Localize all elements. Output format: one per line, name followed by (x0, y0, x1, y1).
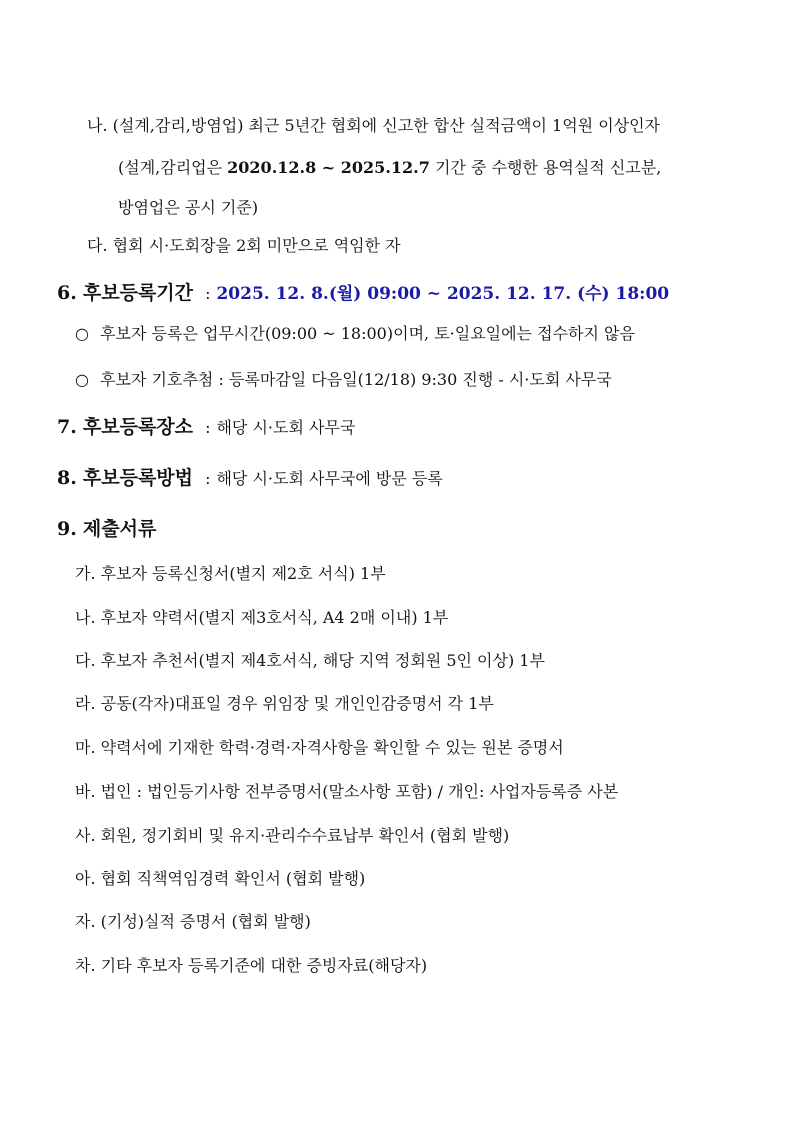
document-item-text: 다. 후보자 추천서(별지 제4호서식, 해당 지역 정회원 5인 이상) 1부 (75, 651, 545, 670)
section-title: 후보등록장소 (82, 416, 194, 438)
note-text: 후보자 등록은 업무시간(09:00 ~ 18:00)이며, 토·일요일에는 접수하지 않음 (100, 324, 635, 343)
period-start-date: 2020.12.8 (227, 158, 317, 177)
criteria-item-na-line3 (118, 197, 258, 219)
section-6-note-2 (75, 369, 612, 391)
circle-bullet-icon: ○ (75, 370, 89, 389)
criteria-text: 다. 협회 시·도회장을 2회 미만으로 역임한 자 (87, 236, 401, 255)
section-colon: : (205, 469, 211, 488)
document-item-text: 나. 후보자 약력서(별지 제3호서식, A4 2매 이내) 1부 (75, 608, 449, 627)
period-end-date: 2025.12.7 (340, 158, 430, 177)
registration-method-value: 해당 시·도회 사무국에 방문 등록 (216, 469, 443, 488)
document-list-item (75, 911, 311, 933)
section-title: 제출서류 (82, 518, 157, 540)
criteria-text: (설계,감리업은 (118, 158, 228, 177)
criteria-text: 나. (설계,감리,방염업) 최근 5년간 협회에 신고한 합산 실적금액이 1억원 이상인자 (87, 116, 661, 135)
section-6-heading (57, 280, 669, 307)
document-list-item (75, 868, 365, 890)
document-list-item (75, 693, 494, 715)
criteria-item-na-line1 (87, 115, 660, 137)
document-item-text: 마. 약력서에 기재한 학력·경력·자격사항을 확인할 수 있는 원본 증명서 (75, 738, 564, 757)
document-list-item (75, 563, 386, 585)
criteria-text: 방염업은 공시 기준) (118, 198, 259, 217)
document-list-item (75, 781, 618, 803)
section-title: 후보등록기간 (82, 282, 194, 304)
document-item-text: 라. 공동(각자)대표일 경우 위임장 및 개인인감증명서 각 1부 (75, 694, 494, 713)
criteria-text: 기간 중 수행한 용역실적 신고분, (429, 158, 662, 177)
circle-bullet-icon: ○ (75, 324, 89, 343)
document-list-item (75, 650, 545, 672)
document-list-item (75, 607, 448, 629)
document-item-text: 차. 기타 후보자 등록기준에 대한 증빙자료(해당자) (75, 956, 428, 975)
period-tilde: ~ (316, 158, 341, 177)
criteria-item-na-line2 (118, 157, 661, 179)
document-list-item (75, 825, 509, 847)
document-item-text: 사. 회원, 정기회비 및 유지·관리수수료납부 확인서 (협회 발행) (75, 826, 510, 845)
section-number: 6. (57, 282, 77, 304)
document-item-text: 아. 협회 직책역임경력 확인서 (협회 발행) (75, 869, 366, 888)
section-9-heading (57, 516, 156, 542)
section-colon: : (205, 284, 211, 303)
registration-period-value: 2025. 12. 8.(월) 09:00 ~ 2025. 12. 17. (수) 18:00 (216, 284, 670, 304)
section-8-heading (57, 465, 443, 492)
section-colon: : (205, 418, 211, 437)
note-text: 후보자 기호추첨 : 등록마감일 다음일(12/18) 9:30 진행 - 시·도회 사무국 (100, 370, 612, 389)
registration-place-value: 해당 시·도회 사무국 (216, 418, 356, 437)
section-number: 8. (57, 467, 77, 489)
section-number: 7. (57, 416, 77, 438)
document-list-item (75, 737, 564, 759)
section-title: 후보등록방법 (82, 467, 194, 489)
document-item-text: 바. 법인 : 법인등기사항 전부증명서(말소사항 포함) / 개인: 사업자등록증 사본 (75, 782, 619, 801)
document-item-text: 자. (기성)실적 증명서 (협회 발행) (75, 912, 311, 931)
section-6-note-1 (75, 323, 635, 345)
section-7-heading (57, 414, 355, 441)
section-number: 9. (57, 518, 77, 540)
criteria-item-da (87, 235, 401, 257)
document-item-text: 가. 후보자 등록신청서(별지 제2호 서식) 1부 (75, 564, 386, 583)
document-list-item (75, 955, 427, 977)
